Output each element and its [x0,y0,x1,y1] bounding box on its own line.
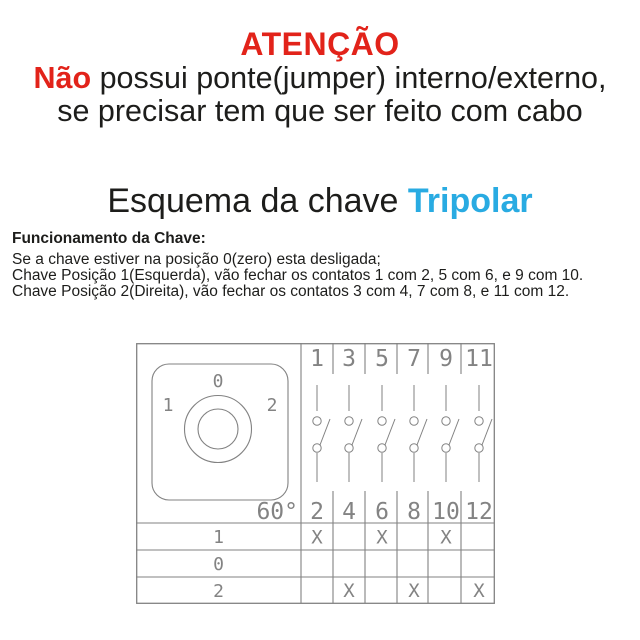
contact-mark: X [311,526,323,549]
warning-line-2: se precisar tem que ser feito com cabo [57,94,583,128]
contact-mark: X [440,526,452,549]
contact-symbols [313,385,492,482]
knob-inner-circle [198,409,238,449]
contact-mark: X [408,580,420,602]
contact-number: 8 [407,499,421,525]
contact-number: 5 [375,346,389,372]
switch-symbol [378,385,395,482]
table-frame [137,344,495,604]
contact-number: 1 [310,346,324,372]
warning-line-1-rest: possui ponte(jumper) interno/externo, [91,61,607,95]
contact-number: 9 [439,346,453,372]
row-label: 1 [213,527,224,548]
attention-title: ATENÇÃO [240,26,400,62]
knob-angle-label: 60° [256,499,298,525]
instructions-title: Funcionamento da Chave: [12,230,206,247]
row-label: 2 [213,581,224,602]
position-row-0 [213,554,224,575]
contact-number: 12 [465,499,493,525]
instructions [12,231,632,300]
row-label: 0 [213,554,224,575]
contact-number: 10 [432,499,460,525]
warning-text [0,62,640,128]
bottom-contact-numbers [310,499,493,525]
switch-symbol [410,385,427,482]
switch-symbol [313,385,330,482]
warning-line-1 [0,62,640,95]
contact-mark: X [343,580,355,602]
switch-symbol [345,385,362,482]
scheme-heading-prefix: Esquema da chave [107,182,408,220]
table-grid [136,343,495,604]
warning-emphasis: Não [33,61,92,95]
switch-symbol [475,385,492,482]
knob-position-2-label: 2 [266,395,278,416]
top-contact-numbers [310,346,493,372]
instructions-line-1: Se a chave estiver na posição 0(zero) esta desligada; [12,251,381,268]
contact-number: 7 [407,346,421,372]
contact-mark: X [376,526,388,549]
contact-mark: X [473,580,485,602]
contact-number: 6 [375,499,389,525]
scheme-heading-highlight: Tripolar [407,182,533,220]
scheme-heading [0,183,640,219]
contact-number: 4 [342,499,356,525]
knob-position-0-label: 0 [212,371,224,392]
instructions-line-2: Chave Posição 1(Esquerda), vão fechar os contatos 1 com 2, 5 com 6, e 9 com 10. [12,267,584,284]
instructions-line-3: Chave Posição 2(Direita), vão fechar os contatos 3 com 4, 7 com 8, e 11 com 12. [12,283,570,300]
contact-number: 3 [342,346,356,372]
contact-number: 2 [310,499,324,525]
knob-position-1-label: 1 [162,395,174,416]
contact-number: 11 [465,346,493,372]
position-row-2 [213,580,485,602]
switch-symbol [442,385,459,482]
switch-diagram [136,343,495,605]
knob-outer-circle [185,396,252,463]
